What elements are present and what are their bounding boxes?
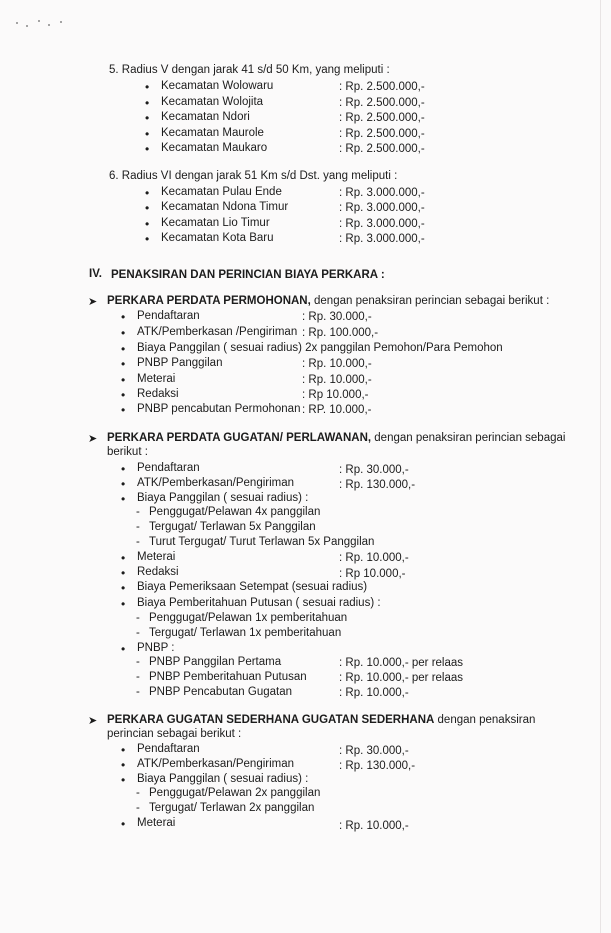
radius5-heading: 5. Radius V dengan jarak 41 s/d 50 Km, yang meliputi :	[109, 64, 390, 76]
sub-item: - Tergugat/ Terlawan 2x panggilan	[149, 802, 314, 814]
sub-item: - Tergugat/ Terlawan 1x pemberitahuan	[149, 627, 341, 639]
amount: : Rp. 2.500.000,-	[339, 128, 425, 140]
amount: : Rp. 10.000,- per relaas	[339, 672, 464, 684]
amount: : Rp. 10.000,-	[339, 552, 409, 564]
list-item: • Kecamatan Maukaro	[161, 142, 267, 154]
arrow-bullet-icon: ➤	[88, 433, 98, 445]
amount: : Rp. 3.000.000,-	[339, 202, 425, 214]
amount: : Rp. 10.000,-	[339, 820, 409, 832]
section-number: IV.	[89, 268, 103, 280]
amount: : Rp. 10.000,-	[339, 687, 409, 699]
list-item: • Biaya Panggilan ( sesuai radius) :	[137, 492, 308, 504]
list-item: • ATK/Pemberkasan /Pengiriman	[137, 326, 297, 338]
list-item: • Meterai	[137, 373, 175, 385]
gugatan-heading	[107, 432, 565, 444]
list-item: • Biaya Panggilan ( sesuai radius) :	[137, 773, 308, 785]
scan-edge-line	[600, 0, 601, 933]
list-item: • PNBP Panggilan	[137, 357, 222, 369]
list-item: • Kecamatan Lio Timur	[161, 217, 270, 229]
list-item: • Biaya Pemberitahuan Putusan ( sesuai radius) :	[137, 597, 381, 609]
sederhana-desc: dengan penaksiran	[434, 714, 536, 726]
list-item: • Kecamatan Kota Baru	[161, 232, 274, 244]
amount: : Rp. 10.000,- per relaas	[339, 657, 464, 669]
amount: : Rp. 2.500.000,-	[339, 97, 425, 109]
amount: : Rp. 30.000,-	[339, 464, 409, 476]
list-item: • Biaya Pemeriksaan Setempat (sesuai radius)	[137, 581, 367, 593]
radius6-heading: 6. Radius VI dengan jarak 51 Km s/d Dst. yang meliputi :	[109, 170, 398, 182]
amount: : Rp. 3.000.000,-	[339, 233, 425, 245]
sederhana-title: PERKARA GUGATAN SEDERHANA GUGATAN SEDERHANA	[107, 714, 435, 726]
list-item: • Pendaftaran	[137, 310, 200, 322]
gugatan-title: PERKARA PERDATA GUGATAN/ PERLAWANAN,	[107, 432, 372, 444]
list-item: • ATK/Pemberkasan/Pengiriman	[137, 758, 294, 770]
permohonan-heading	[107, 295, 549, 307]
permohonan-desc: dengan penaksiran perincian sebagai berikut :	[310, 295, 550, 307]
amount: : Rp. 3.000.000,-	[339, 218, 425, 230]
list-item: • Kecamatan Ndona Timur	[161, 201, 288, 213]
list-item: • Kecamatan Wolojita	[161, 96, 263, 108]
sederhana-desc-cont: perincian sebagai berikut :	[107, 728, 242, 740]
permohonan-title: PERKARA PERDATA PERMOHONAN,	[107, 295, 311, 307]
arrow-bullet-icon: ➤	[88, 715, 98, 727]
list-item: • Redaksi	[137, 388, 179, 400]
list-item: • ATK/Pemberkasan/Pengiriman	[137, 477, 294, 489]
amount: : Rp. 130.000,-	[339, 760, 416, 772]
sederhana-heading	[107, 714, 535, 726]
list-item: • Kecamatan Maurole	[161, 127, 264, 139]
amount: : Rp. 30.000,-	[302, 311, 372, 323]
list-item: • PNBP pencabutan Permohonan	[137, 403, 300, 415]
sub-item: - Penggugat/Pelawan 4x panggilan	[149, 506, 320, 518]
sub-item: - Penggugat/Pelawan 2x panggilan	[149, 787, 320, 799]
amount: : Rp 10.000,-	[339, 568, 406, 580]
list-item: • Redaksi	[137, 566, 179, 578]
amount: : Rp. 100.000,-	[302, 327, 379, 339]
list-item: • Biaya Panggilan ( sesuai radius) 2x panggilan Pemohon/Para Pemohon	[137, 342, 503, 354]
amount: : Rp. 2.500.000,-	[339, 143, 425, 155]
amount: : Rp. 10.000,-	[302, 358, 372, 370]
list-item: • PNBP :	[137, 642, 175, 654]
list-item: • Meterai	[137, 551, 175, 563]
gugatan-desc: dengan penaksiran perincian sebagai	[371, 432, 566, 444]
list-item: • Kecamatan Ndori	[161, 111, 250, 123]
list-item: • Kecamatan Pulau Ende	[161, 186, 282, 198]
arrow-bullet-icon: ➤	[88, 296, 98, 308]
amount: : Rp. 2.500.000,-	[339, 81, 425, 93]
scan-specks	[16, 20, 66, 30]
amount: : Rp. 2.500.000,-	[339, 112, 425, 124]
sub-item: - Penggugat/Pelawan 1x pemberitahuan	[149, 612, 347, 624]
amount: : Rp. 10.000,-	[302, 374, 372, 386]
sub-item: - PNBP Pencabutan Gugatan	[149, 686, 292, 698]
sub-item: - Tergugat/ Terlawan 5x Panggilan	[149, 521, 316, 533]
sub-item: - PNBP Panggilan Pertama	[149, 656, 281, 668]
amount: : Rp. 130.000,-	[339, 479, 416, 491]
amount: : RP. 10.000,-	[302, 404, 372, 416]
section-title: PENAKSIRAN DAN PERINCIAN BIAYA PERKARA :	[111, 269, 385, 281]
sub-item: - PNBP Pemberitahuan Putusan	[149, 671, 307, 683]
list-item: • Kecamatan Wolowaru	[161, 80, 273, 92]
list-item: • Pendaftaran	[137, 462, 200, 474]
list-item: • Meterai	[137, 817, 175, 829]
gugatan-desc-cont: berikut :	[107, 446, 148, 458]
list-item: • Pendaftaran	[137, 743, 200, 755]
amount: : Rp. 3.000.000,-	[339, 187, 425, 199]
amount: : Rp 10.000,-	[302, 389, 369, 401]
amount: : Rp. 30.000,-	[339, 745, 409, 757]
sub-item: - Turut Tergugat/ Turut Terlawan 5x Panggilan	[149, 536, 374, 548]
